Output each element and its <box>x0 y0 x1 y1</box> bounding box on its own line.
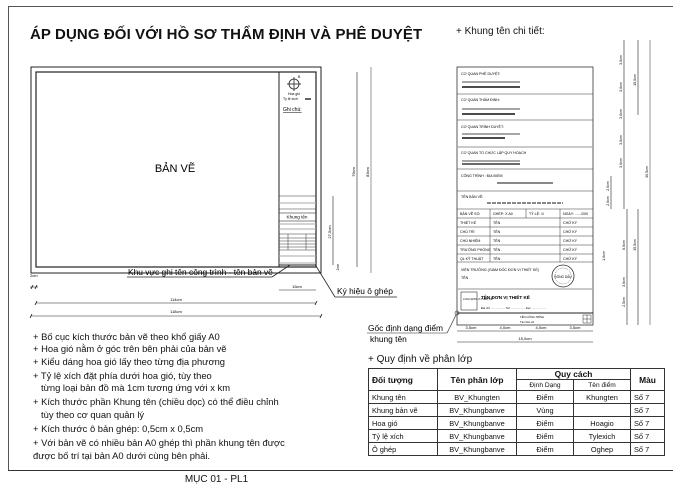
diagram-label: TÊN <box>493 239 501 243</box>
diagram-label: 3,5cm <box>465 325 477 330</box>
cell-object: Ô ghép <box>369 443 438 456</box>
diagram-label: Địa chỉ: .................. Tel: .................. Fax: .................. <box>481 306 546 310</box>
cell-layer: BV_Khungbanve <box>438 404 517 417</box>
compass-icon <box>287 75 301 91</box>
cell-color: Số 7 <box>631 443 665 456</box>
diagram-label: 2,0cm <box>606 181 610 191</box>
diagram-label: Tên bản vẽ <box>520 320 534 324</box>
dim-title-height-label: 27,5cm <box>327 225 332 239</box>
table-row <box>369 430 665 443</box>
diagram-label: ĐÓNG DẤU <box>554 275 572 279</box>
diagram-label: CƠ QUAN PHÊ DUYỆT: <box>461 72 501 76</box>
diagram-label: THIẾT KẾ <box>460 221 477 225</box>
table-row <box>369 417 665 430</box>
cell-point <box>574 404 631 417</box>
diagram-label: TÊN <box>493 221 501 225</box>
cell-layer: BV_Khungbanve <box>438 443 517 456</box>
title-block-label: Khung tên <box>286 214 308 220</box>
diagram-label: 3,5cm <box>569 325 581 330</box>
cell-point: Tylexich <box>574 430 631 443</box>
detail-heading: + Khung tên chi tiết: <box>456 26 545 37</box>
drawing-main-label: BẢN VẼ <box>154 163 196 175</box>
col-object: Đối tượng <box>369 369 438 391</box>
diagram-label: CƠ QUAN TỔ CHỨC LẬP QUY HOẠCH <box>461 151 527 155</box>
note-item: từng loại bản đồ mà 1cm tương ứng với x km <box>41 382 231 394</box>
col-color: Màu <box>631 369 665 391</box>
cell-color: Số 7 <box>631 391 665 404</box>
table-row <box>369 391 665 404</box>
cell-type: Điểm <box>517 391 574 404</box>
diagram-label: TRƯỞNG PHÒNG <box>460 248 491 252</box>
note-item: + Tỷ lệ xích đặt phía dưới hoa gió, tùy theo <box>33 369 212 381</box>
diagram-label: 3,0cm <box>619 82 623 92</box>
diagram-label: CÔNG TRÌNH : ĐỊA ĐIỂM <box>461 174 503 178</box>
diagram-label: B <box>298 75 301 79</box>
scale-label: Tỷ lệ xích <box>283 97 298 101</box>
dim-bottom-margin-label: 2cm <box>336 263 340 271</box>
notes-label: Ghi chú: <box>283 107 302 113</box>
col-spec: Quy cách <box>517 369 631 380</box>
diagram-label: GHÉP: X A0 <box>493 212 513 216</box>
diagram-label: 30,5cm <box>645 166 649 178</box>
dim-inner-height-label: 79cm <box>351 167 356 177</box>
note-item: được bố trí tại bản A0 dưới cùng bên phải. <box>33 449 211 461</box>
diagram-label: CƠ QUAN THẨM ĐỊNH: <box>461 98 500 102</box>
diagram-label: TỶ LỆ: 1/ <box>529 212 544 216</box>
note-item: + Bố cục kích thước bản vẽ theo khổ giấy A0 <box>33 331 220 342</box>
diagram-label: TÊN <box>493 257 501 261</box>
note-item: tùy theo cơ quan quản lý <box>41 408 145 420</box>
cell-layer: BV_Khungten <box>438 391 517 404</box>
diagram-label: TÊN CÔNG TRÌNH <box>520 315 545 319</box>
dim-inner-width-label: 114cm <box>170 297 182 302</box>
notes-list <box>33 331 285 462</box>
col-layer: Tên phân lớp <box>438 369 517 391</box>
mini-title-block <box>279 196 316 265</box>
compass-label: Hoa gió <box>287 92 301 96</box>
dim-outer-height-label: 83cm <box>365 167 370 177</box>
page-title: ÁP DỤNG ĐỐI VỚI HỒ SƠ THẨM ĐỊNH VÀ PHÊ DUYỆT <box>30 26 423 43</box>
logo-label: LOGO ĐƠN VỊ THIẾT KẾ <box>463 298 493 301</box>
cell-type: Điểm <box>517 417 574 430</box>
cell-object: Tỷ lệ xích <box>369 430 438 443</box>
cell-type: Điểm <box>517 430 574 443</box>
diagram-label: CHỦ NHIỆM <box>460 239 481 243</box>
diagram-label: CƠ QUAN TRÌNH DUYỆT: <box>461 125 504 129</box>
callout-origin-2: khung tên <box>370 334 407 344</box>
cell-point: Oghep <box>574 443 631 456</box>
diagram-label: 3,0cm <box>619 109 623 119</box>
cell-color: Số 7 <box>631 417 665 430</box>
note-item: + Kích thước phần Khung tên (chiều dọc) có thể điều chỉnh <box>33 396 279 408</box>
diagram-label: CHỮ KÝ <box>563 248 578 252</box>
layers-heading: + Quy định về phân lớp <box>368 354 473 365</box>
diagram-label: 4,0cm <box>535 325 547 330</box>
diagram-label: VIỆN TRƯỞNG (GIÁM ĐỐC ĐƠN VỊ THIẾT KẾ) <box>461 268 539 272</box>
callout-project-area: Khu vực ghi tên công trình - tên bản vẽ <box>128 267 273 277</box>
cell-color: Số 7 <box>631 430 665 443</box>
diagram-label: QL KỸ THUẬT <box>460 257 484 261</box>
diagram-label: CHỮ KÝ <box>563 257 578 261</box>
dim-margin-label: 2cm <box>30 273 38 278</box>
dim-title-width-label: 15cm <box>292 284 302 289</box>
diagram-label: 3,0cm <box>619 55 623 65</box>
note-item: + Kiểu dáng hoa gió lấy theo từng địa phương <box>33 355 226 367</box>
diagram-label: CHỮ KÝ <box>563 230 578 234</box>
diagram-label: 2,5cm <box>622 297 626 307</box>
diagram-label: 6,0cm <box>622 240 626 250</box>
cell-object: Khung bản vẽ <box>369 404 438 417</box>
note-item: + Hoa gió nằm ở góc trên bên phải của bản vẽ <box>33 343 227 355</box>
diagram-label: 3,0cm <box>622 277 626 287</box>
diagram-label: NGÀY: ....../200 <box>563 212 588 216</box>
diagram-label: CHỮ KÝ <box>563 239 578 243</box>
col-spec-type: Định Dạng <box>517 380 574 391</box>
diagram-label: 4,0cm <box>499 325 511 330</box>
diagram-label: 15,0cm <box>518 336 532 341</box>
diagram-label: TÊN ĐƠN VỊ THIẾT KẾ <box>481 295 530 300</box>
diagram-label: TÊN <box>493 248 501 252</box>
col-spec-point: Tên điểm <box>574 380 631 391</box>
cell-object: Khung tên <box>369 391 438 404</box>
dim-outer-width-label: 118cm <box>170 309 182 314</box>
cell-type: Vùng <box>517 404 574 417</box>
diagram-label: TÊN BẢN VẼ: <box>461 195 484 199</box>
cell-color: Số 7 <box>631 404 665 417</box>
diagram-label: 2,0cm <box>606 196 610 206</box>
callout-tile-symbol: Ký hiệu ô ghép <box>337 286 393 296</box>
page-footer: MỤC 01 - PL1 <box>184 474 249 485</box>
cell-object: Hoa gió <box>369 417 438 430</box>
cell-layer: BV_Khungbanve <box>438 430 517 443</box>
diagram-label: 3,0cm <box>619 135 623 145</box>
table-row <box>369 404 665 417</box>
diagram-label: 15,0cm <box>633 74 637 86</box>
diagram-label: CHỮ KÝ <box>563 221 578 225</box>
diagram-label: 3,0cm <box>619 158 623 168</box>
cell-type: Điểm <box>517 443 574 456</box>
diagram-label: CHỦ TRÌ <box>460 230 475 234</box>
layers-table <box>368 368 665 456</box>
diagram-label: 1,0cm <box>602 251 606 261</box>
footer-divider <box>8 470 673 471</box>
diagram-label: TÊN <box>461 276 469 280</box>
cell-layer: BV_Khungbanve <box>438 417 517 430</box>
callout-origin: Gốc định dạng điểm <box>368 323 443 333</box>
cell-point: Khungten <box>574 391 631 404</box>
diagram-label: 15,5cm <box>633 239 637 251</box>
table-row <box>369 443 665 456</box>
note-item: + Kích thước ô bản ghép: 0,5cm x 0,5cm <box>33 423 204 435</box>
cell-point: Hoagio <box>574 417 631 430</box>
diagram-label: BẢN VẼ SỐ: <box>460 212 481 216</box>
diagram-label: TÊN <box>493 230 501 234</box>
note-item: + Với bản vẽ có nhiều bản A0 ghép thì phần khung tên được <box>33 437 285 449</box>
